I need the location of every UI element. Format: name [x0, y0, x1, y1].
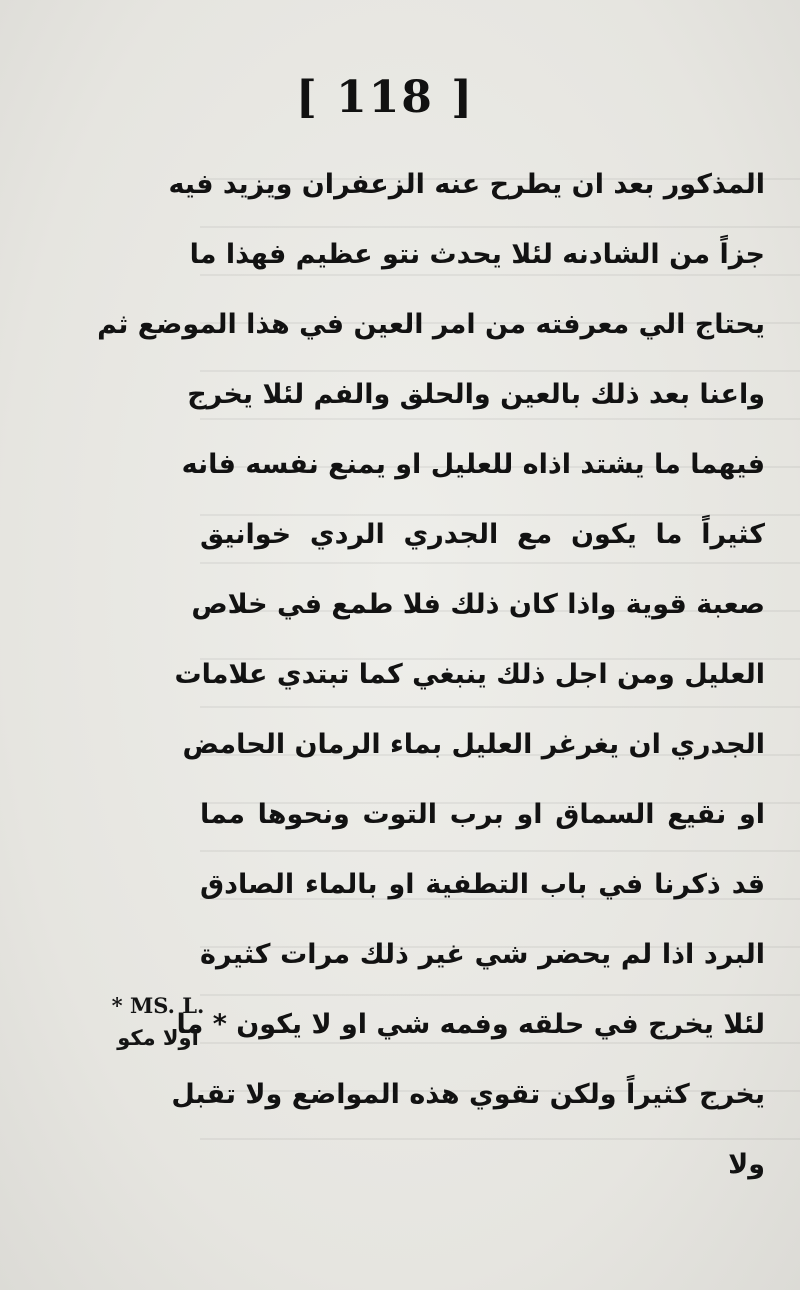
text-line: صعبة قوية واذا كان ذلك فلا طمع في خلاص: [191, 589, 765, 620]
text-line: لئلا يخرج في حلقه وفمه شي او لا يكون * ما: [176, 1009, 765, 1040]
margin-note: [108, 990, 208, 1054]
page-number: [ 118 ]: [295, 72, 475, 123]
text-line: كثيراً ما يكون مع الجدري الردي خوانيق: [200, 519, 765, 550]
text-line: واعنا بعد ذلك بالعين والحلق والفم لئلا يخرج: [187, 379, 765, 410]
text-line: يخرج كثيراً ولكن تقوي هذه المواضع ولا تقبل: [171, 1079, 765, 1110]
margin-note-label: * MS. L.: [111, 993, 205, 1018]
text-line: قد ذكرنا في باب التطفية او بالماء الصادق: [200, 869, 765, 900]
text-line: العليل ومن اجل ذلك ينبغي كما تبتدي علامات: [174, 659, 765, 690]
text-line: الجدري ان يغرغر العليل بماء الرمان الحامض: [182, 729, 765, 760]
text-line: المذكور بعد ان يطرح عنه الزعفران ويزيد فيه: [168, 169, 765, 200]
text-line: او نقيع السماق او برب التوت ونحوها مما: [200, 799, 765, 830]
catchword: ولا: [728, 1149, 765, 1180]
margin-note-arabic: اولا مکو: [117, 1026, 199, 1050]
text-line: فيهما ما يشتد اذاه للعليل او يمنع نفسه فانه: [181, 449, 765, 480]
text-line: البرد اذا لم يحضر شي غير ذلك مرات كثيرة: [200, 939, 765, 970]
text-line: جزاً من الشادنه لئلا يحدث نتو عظيم فهذا ما: [189, 239, 765, 270]
text-line: يحتاج الي معرفته من امر العين في هذا الموضع ثم: [97, 309, 765, 340]
